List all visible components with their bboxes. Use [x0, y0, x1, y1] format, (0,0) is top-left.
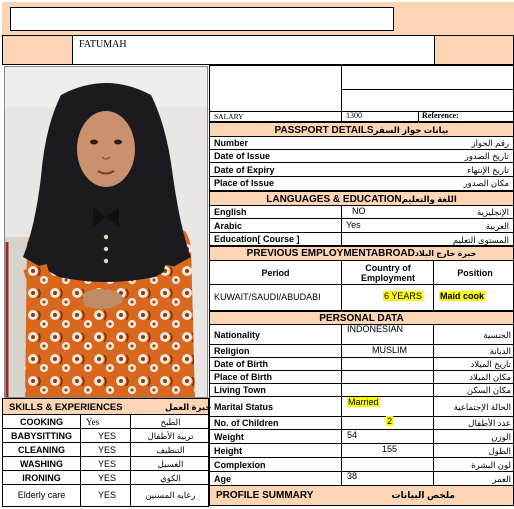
skill-value: YES [98, 473, 117, 483]
skill-ar: تربية الأطفال [147, 431, 194, 441]
language-row [210, 219, 513, 233]
english-value: NO [352, 206, 366, 216]
dob-ar: تاريخ الميلاد [470, 359, 511, 369]
dob-label: Date of Birth [214, 359, 268, 369]
skill-label: BABYSITTING [10, 431, 72, 441]
marital-value: Married [348, 397, 379, 407]
col-country: Country of Employment [360, 263, 415, 283]
arabic-label: Arabic [214, 221, 243, 231]
nationality-ar: الجنسية [483, 330, 511, 340]
reference-label: Reference: [422, 111, 459, 120]
passport-title: PASSPORT DETAILS [274, 125, 374, 136]
skill-row [3, 415, 208, 429]
passport-rows [209, 137, 514, 191]
languages-section-header [209, 191, 514, 206]
col-country-cell [341, 261, 433, 285]
skill-ar: رعايه المسنين [145, 490, 196, 500]
nationality-value: INDONESIAN [347, 324, 404, 334]
top-title-box [10, 7, 394, 31]
reference-cell [418, 112, 514, 122]
marital-ar: الحالة الإجتماعية [453, 402, 511, 412]
employment-header-row [210, 261, 514, 285]
employment-title: PREVIOUS EMPLOYMENTABROAD [246, 248, 415, 259]
pob-value-cell [341, 371, 433, 383]
skill-ar: الغسيل [157, 459, 184, 469]
personal-rows [209, 325, 514, 485]
languages-title: LANGUAGES & EDUCATION [266, 194, 402, 205]
skill-label: COOKING [19, 417, 63, 427]
dob-ar-cell [433, 358, 514, 370]
skills-title: SKILLS & EXPERIENCES [9, 402, 123, 413]
children-label: No. of Children [214, 418, 279, 428]
religion-value: MUSLIM [372, 345, 408, 355]
marital-ar-cell [433, 397, 514, 416]
weight-ar: الوزن [491, 432, 511, 442]
weight-value-cell [341, 430, 433, 443]
passport-section-header [209, 122, 514, 137]
children-ar: عدد الأطفال [468, 418, 511, 428]
marital-label: Marital Status [214, 402, 274, 412]
skill-ar: الكوي [160, 473, 181, 483]
personal-title: PERSONAL DATA [319, 313, 404, 324]
passport-row [210, 177, 513, 191]
children-value-cell [341, 417, 433, 429]
passport-row [210, 150, 513, 163]
salary-value-cell [341, 112, 418, 122]
arabic-value: Yes [346, 220, 361, 230]
skill-row [3, 429, 208, 443]
dob-value-cell [341, 358, 433, 370]
salary-row [209, 111, 514, 122]
education-label: Education[ Course ] [214, 234, 300, 244]
skill-label: Elderly care [17, 490, 66, 500]
name-row-right [434, 35, 514, 65]
passport-number-label: Number [214, 138, 249, 148]
passport-expiry-label: Date of Expiry [214, 165, 275, 175]
children-value: 2 [387, 416, 393, 426]
age-ar-cell [433, 472, 514, 485]
skill-row [3, 485, 208, 507]
living-label: Living Town [214, 385, 266, 395]
skill-value: YES [98, 445, 117, 455]
living-value-cell [341, 384, 433, 396]
profile-title: PROFILE SUMMARY [216, 490, 314, 501]
dob-row [210, 358, 513, 371]
language-row [210, 206, 513, 219]
employment-period: KUWAIT/SAUDI/ABUDABI [214, 292, 321, 302]
age-ar: العمر [492, 474, 511, 484]
skill-label: IRONING [22, 473, 61, 483]
employment-years: 6 YEARS [384, 291, 422, 301]
skill-row [3, 443, 208, 457]
passport-title-ar: بيانات جواز السفر [373, 125, 449, 135]
height-row [210, 444, 513, 458]
weight-ar-cell [433, 430, 514, 443]
education-ar: المستوى التعليم [452, 235, 509, 245]
complexion-row [210, 458, 513, 472]
children-ar-cell [433, 417, 514, 429]
skills-table [2, 415, 209, 507]
weight-row [210, 430, 513, 444]
skill-label: WASHING [19, 459, 63, 469]
arabic-ar: العربية [485, 221, 509, 231]
nationality-label: Nationality [214, 330, 261, 340]
children-row [210, 417, 513, 430]
marital-row [210, 397, 513, 417]
skills-title-ar: خبرة العمل [165, 402, 212, 412]
complexion-label: Complexion [214, 460, 266, 470]
name-row-left [2, 35, 72, 65]
height-ar: الطول [488, 446, 511, 456]
candidate-name: FATUMAH [79, 39, 127, 50]
skill-value: YES [98, 490, 117, 500]
living-ar: مكان السكن [466, 385, 511, 395]
pob-ar-cell [433, 371, 514, 383]
marital-value-cell [341, 397, 433, 416]
employment-position-cell [433, 285, 514, 311]
age-value-cell [341, 472, 433, 485]
employment-position: Maid cook [440, 291, 485, 301]
profile-title-ar: ملخص البيانات [391, 490, 455, 500]
passport-place-ar: مكان الصدور [463, 178, 509, 188]
living-row [210, 384, 513, 397]
weight-label: Weight [214, 432, 244, 442]
languages-rows [209, 206, 514, 246]
pob-label: Place of Birth [214, 372, 273, 382]
education-value-cell [341, 233, 418, 245]
passport-expiry-ar: تاريخ الإنتهاء [467, 165, 509, 175]
english-value-cell [341, 206, 418, 218]
salary-label: SALARY [214, 112, 244, 121]
nationality-row [210, 325, 513, 345]
height-ar-cell [433, 444, 514, 457]
skill-ar: التنظيف [156, 445, 185, 455]
complexion-value-cell [341, 458, 433, 471]
weight-value: 54 [347, 430, 358, 440]
skill-row [3, 471, 208, 485]
employment-section-header [209, 246, 514, 261]
age-row [210, 472, 513, 485]
religion-row [210, 345, 513, 358]
skill-value: YES [98, 459, 117, 469]
passport-number-ar: رقم الجواز [471, 138, 509, 148]
skill-value: YES [98, 431, 117, 441]
employment-table [209, 261, 514, 311]
skill-value: Yes [86, 417, 100, 427]
passport-issue-ar: تاريخ الصدور [464, 151, 509, 161]
religion-label: Religion [214, 346, 250, 356]
salary-value: 1300 [346, 111, 362, 120]
age-label: Age [214, 474, 232, 484]
candidate-photo [4, 66, 208, 398]
complexion-ar-cell [433, 458, 514, 471]
blank-row-line [341, 89, 514, 90]
pob-row [210, 371, 513, 384]
living-ar-cell [433, 384, 514, 396]
religion-ar: الديانة [489, 346, 511, 356]
passport-row [210, 137, 513, 150]
col-period: Period [261, 268, 290, 278]
religion-value-cell [341, 345, 433, 357]
pob-ar: مكان الميلاد [469, 372, 511, 382]
english-ar: الإنجليزية [476, 207, 509, 217]
photo-image [5, 67, 208, 398]
col-position-cell [433, 261, 514, 285]
arabic-value-cell [341, 219, 418, 232]
language-row [210, 233, 513, 246]
complexion-ar: لون البشرة [471, 460, 511, 470]
employment-data-row [210, 285, 514, 311]
passport-row [210, 163, 513, 177]
skill-label: CLEANING [18, 445, 65, 455]
english-label: English [214, 207, 247, 217]
height-value-cell [341, 444, 433, 457]
employment-title-ar: خبرة خارج البلاد [414, 249, 477, 258]
nationality-ar-cell [433, 325, 514, 344]
passport-issue-label: Date of Issue [214, 151, 271, 161]
profile-summary-header [209, 485, 514, 506]
skill-ar: الطبخ [160, 417, 181, 427]
height-label: Height [214, 446, 242, 456]
employment-country-cell [341, 285, 433, 311]
col-position: Position [457, 268, 493, 278]
languages-title-ar: اللغة والتعليم [401, 194, 457, 204]
height-value: 155 [382, 444, 398, 454]
skill-row [3, 457, 208, 471]
blank-info-box [209, 65, 514, 111]
nationality-value-cell [341, 325, 433, 344]
passport-place-label: Place of Issue [214, 178, 275, 188]
skills-section-header [2, 398, 212, 415]
religion-ar-cell [433, 345, 514, 357]
name-cell [72, 35, 434, 65]
age-value: 38 [347, 471, 358, 481]
personal-section-header [209, 311, 514, 325]
